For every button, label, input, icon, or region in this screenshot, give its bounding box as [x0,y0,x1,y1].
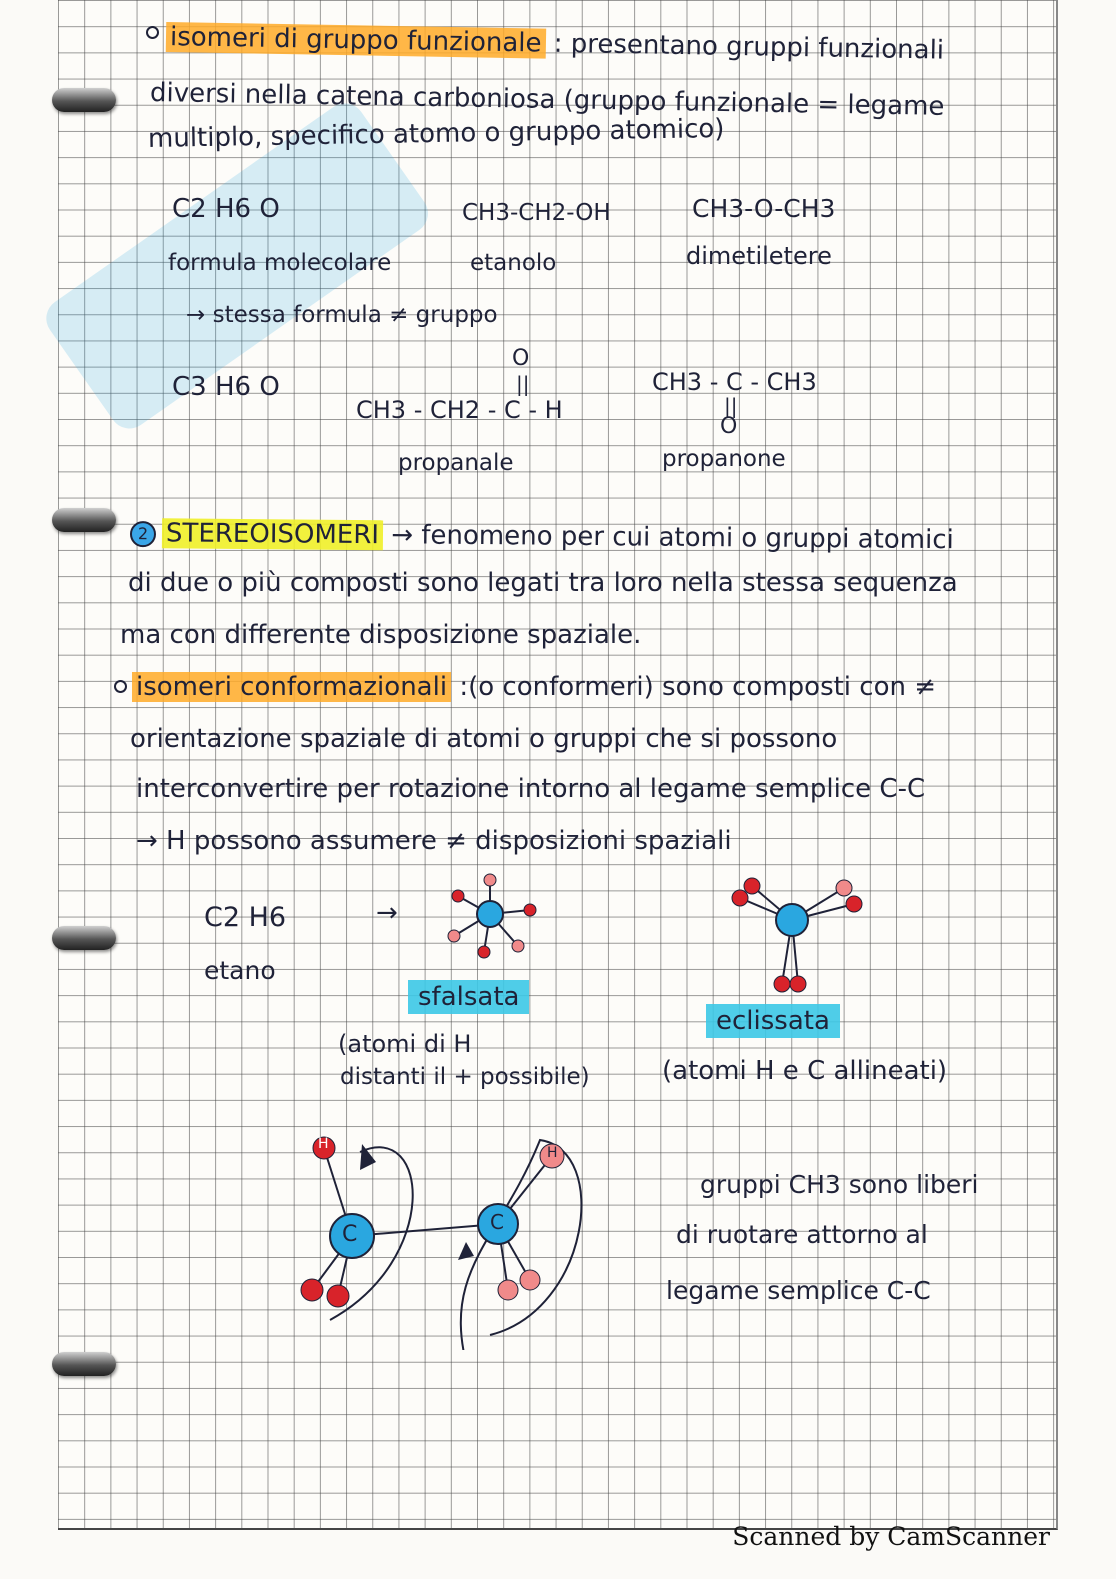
carbon-label: C [490,1210,504,1234]
bullet [146,26,159,39]
ethane-formula: C2 H6 [204,902,287,933]
hydrogen-label: H [318,1136,329,1152]
ketone-oxygen: O [720,414,738,439]
conf-line-3: interconvertire per rotazione intorno al legame semplice C-C [136,774,926,804]
rotation-note-1: gruppi CH3 sono liberi [700,1170,979,1199]
heading-line-3: multiplo, specifico atomo o gruppo atomico) [147,113,725,154]
binder-ring [52,508,116,532]
propanal-name: propanale [398,450,514,476]
section-number: 2 [130,521,156,547]
heading-line-2: diversi nella catena carboniosa (gruppo funzionale = legame [149,78,945,122]
same-formula-note: → stessa formula ≠ gruppo [186,302,498,328]
double-bond: || [724,394,738,418]
propanal-formula: CH3 - CH2 - C - H [356,396,563,424]
binder-ring [52,88,116,112]
conf-line-2: orientazione spaziale di atomi o gruppi che si possono [130,724,838,754]
ethanol-formula: CH3-CH2-OH [462,200,611,226]
binder-ring [52,1352,116,1376]
rotation-diagram [290,1120,620,1350]
conf-line-1 [132,672,936,702]
eclipsed-highlight: eclissata [706,1004,840,1038]
staggered-highlight: sfalsata [408,980,529,1014]
propanone-name: propanone [662,446,786,472]
bullet [114,680,127,693]
section-2-line-3: ma con differente disposizione spaziale. [120,620,642,650]
formula-label: formula molecolare [168,250,392,276]
staggered-molecule-diagram [430,866,550,966]
hydrogen-label: H [547,1145,558,1161]
propanone-formula: CH3 - C - CH3 [652,368,817,396]
section-title: STEREOISOMERI [162,518,383,550]
dimethylether-formula: CH3-O-CH3 [692,194,836,223]
dimethylether-name: dimetiletere [686,242,832,270]
double-bond: || [516,372,530,396]
arrow: → [376,898,398,928]
ethanol-name: etanolo [470,250,557,276]
heading-highlight: isomeri di gruppo funzionale [166,22,546,59]
carbon-label: C [342,1222,358,1247]
eclipsed-note: (atomi H e C allineati) [662,1056,948,1086]
heading-rest: : presentano gruppi funzionali [553,28,945,66]
formula-c3h6o: C3 H6 O [172,372,280,402]
staggered-note-2: distanti il + possibile) [340,1064,590,1090]
rotation-note-2: di ruotare attorno al [676,1220,928,1249]
section-2-line-2: di due o più composti sono legati tra loro nella stessa sequenza [128,568,958,598]
binder-ring [52,926,116,950]
staggered-label [408,982,529,1012]
conf-highlight: isomeri conformazionali [132,672,451,702]
eclipsed-label [706,1006,840,1036]
scanner-footer: Scanned by CamScanner [732,1522,1050,1551]
ethane-name: etano [204,956,276,985]
eclipsed-molecule-diagram [722,866,872,996]
section-rest: → fenomeno per cui atomi o gruppi atomici [391,520,954,556]
aldehyde-oxygen: O [512,346,530,371]
conf-line-4: → H possono assumere ≠ disposizioni spaziali [136,826,732,856]
rotation-note-3: legame semplice C-C [666,1276,931,1305]
staggered-note-1: (atomi di H [338,1030,472,1058]
conf-rest: :(o conformeri) sono composti con ≠ [459,672,937,702]
formula-c2h6o: C2 H6 O [172,194,280,224]
